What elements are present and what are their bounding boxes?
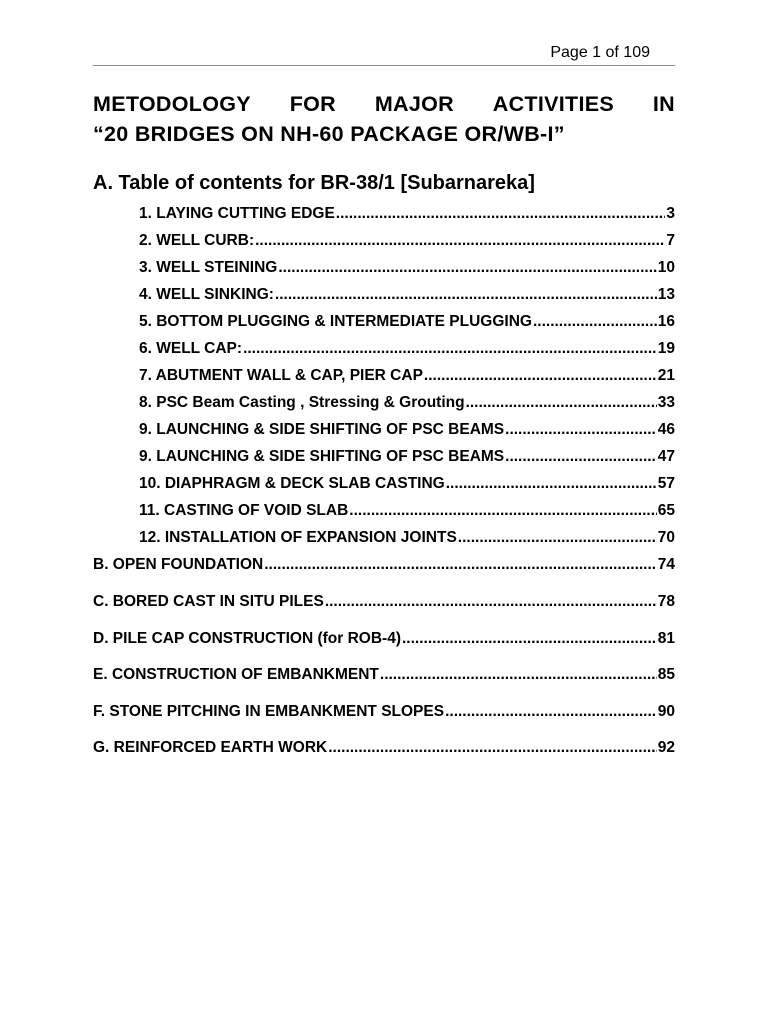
toc-leader-dots: [505, 447, 657, 467]
toc-entry-title: 7. ABUTMENT WALL & CAP, PIER CAP: [139, 367, 423, 384]
toc-entry-title: 3. WELL STEINING: [139, 259, 278, 276]
title-word: IN: [652, 92, 675, 116]
toc-entry-page: 90: [657, 703, 675, 720]
toc-leader-dots: [243, 339, 657, 359]
toc-leader-dots: [255, 231, 665, 251]
toc-entry-title: 8. PSC Beam Casting , Stressing & Grouting: [139, 394, 465, 411]
toc-section-entry[interactable]: [93, 665, 675, 685]
toc-entry-title: E. CONSTRUCTION OF EMBANKMENT: [93, 666, 379, 683]
toc-entry-page: 46: [657, 421, 675, 438]
toc-entry-page: 65: [657, 502, 675, 519]
toc-leader-dots: [349, 501, 656, 521]
toc-entry-page: 3: [666, 205, 675, 222]
title-line-2: “20 BRIDGES ON NH-60 PACKAGE OR/WB-I”: [93, 122, 565, 146]
toc-entry-page: 85: [657, 666, 675, 683]
toc-leader-dots: [380, 665, 657, 685]
toc-entry-page: 92: [657, 739, 675, 756]
section-a-heading: A. Table of contents for BR-38/1 [Subarnareka]: [93, 172, 535, 194]
toc-leader-dots: [336, 204, 666, 224]
toc-entry[interactable]: [139, 366, 675, 386]
title-word: ACTIVITIES: [492, 92, 615, 116]
toc-leader-dots: [402, 629, 657, 649]
toc-entry-title: 5. BOTTOM PLUGGING & INTERMEDIATE PLUGGING: [139, 313, 532, 330]
toc-entry[interactable]: [139, 285, 675, 305]
toc-entry-page: 19: [657, 340, 675, 357]
toc-leader-dots: [275, 285, 657, 305]
title-word: MAJOR: [374, 92, 454, 116]
toc-entry[interactable]: [139, 393, 675, 413]
toc-entry[interactable]: [139, 204, 675, 224]
toc-entry-page: 21: [657, 367, 675, 384]
toc-entry-title: 2. WELL CURB:: [139, 232, 255, 249]
toc-entry-page: 10: [657, 259, 675, 276]
toc-entry-title: 12. INSTALLATION OF EXPANSION JOINTS: [139, 529, 457, 546]
toc-entry-page: 47: [657, 448, 675, 465]
title-word: METODOLOGY: [93, 92, 251, 116]
toc-entry-page: 81: [657, 630, 675, 647]
toc-leader-dots: [466, 393, 657, 413]
toc-leader-dots: [446, 474, 657, 494]
toc-entry-title: D. PILE CAP CONSTRUCTION (for ROB-4): [93, 630, 401, 647]
toc-leader-dots: [533, 312, 657, 332]
toc-entry[interactable]: [139, 447, 675, 467]
toc-leader-dots: [458, 528, 657, 548]
toc-entry-title: 9. LAUNCHING & SIDE SHIFTING OF PSC BEAMS: [139, 448, 505, 465]
toc-section-entry[interactable]: [93, 555, 675, 575]
toc-entry[interactable]: [139, 339, 675, 359]
toc-entry-page: 57: [657, 475, 675, 492]
page-header: [93, 40, 675, 66]
toc-entry-title: C. BORED CAST IN SITU PILES: [93, 593, 324, 610]
toc-entry-title: F. STONE PITCHING IN EMBANKMENT SLOPES: [93, 703, 445, 720]
toc-entry-title: 6. WELL CAP:: [139, 340, 243, 357]
page-number: Page 1 of 109: [550, 44, 650, 61]
toc-leader-dots: [445, 702, 657, 722]
toc-entry[interactable]: [139, 258, 675, 278]
toc-entry-page: 70: [657, 529, 675, 546]
title-line-1: [93, 89, 675, 119]
toc-entry[interactable]: [139, 420, 675, 440]
toc-entry-page: 33: [657, 394, 675, 411]
toc-leader-dots: [328, 738, 657, 758]
document-title: [93, 89, 675, 149]
toc-section-entry[interactable]: [93, 702, 675, 722]
toc-entry-title: 9. LAUNCHING & SIDE SHIFTING OF PSC BEAMS: [139, 421, 505, 438]
toc-leader-dots: [278, 258, 656, 278]
toc-leader-dots: [264, 555, 657, 575]
toc-entry[interactable]: [139, 528, 675, 548]
toc-section-entry[interactable]: [93, 738, 675, 758]
toc-entry-title: 1. LAYING CUTTING EDGE: [139, 205, 335, 222]
toc-entry-title: 4. WELL SINKING:: [139, 286, 274, 303]
toc-leader-dots: [325, 592, 657, 612]
toc-entry-title: G. REINFORCED EARTH WORK: [93, 739, 328, 756]
toc-section-entry[interactable]: [93, 629, 675, 649]
toc-entry[interactable]: [139, 312, 675, 332]
toc-entry-title: 11. CASTING OF VOID SLAB: [139, 502, 349, 519]
toc-entry-page: 13: [657, 286, 675, 303]
toc-section-entry[interactable]: [93, 592, 675, 612]
toc-entry-title: 10. DIAPHRAGM & DECK SLAB CASTING: [139, 475, 445, 492]
toc-entry-title: B. OPEN FOUNDATION: [93, 556, 264, 573]
toc-entry-page: 74: [657, 556, 675, 573]
toc-leader-dots: [424, 366, 657, 386]
toc-leader-dots: [505, 420, 657, 440]
toc-entry[interactable]: [139, 501, 675, 521]
toc-entry-page: 7: [666, 232, 675, 249]
toc-entry-page: 78: [657, 593, 675, 610]
title-word: FOR: [289, 92, 336, 116]
toc-entry[interactable]: [139, 474, 675, 494]
toc-entry-page: 16: [657, 313, 675, 330]
toc-entry[interactable]: [139, 231, 675, 251]
